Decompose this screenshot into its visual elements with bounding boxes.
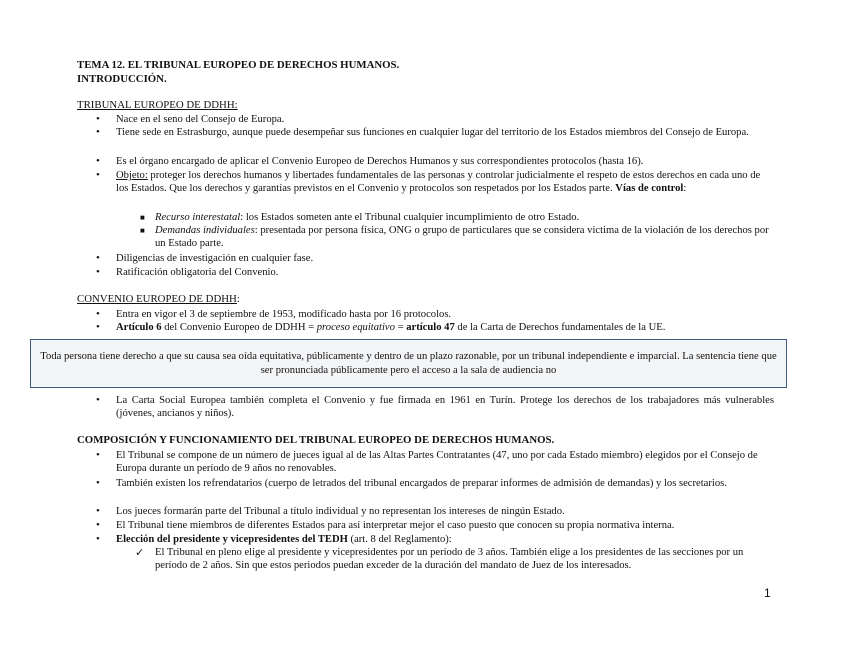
section-heading-composicion: COMPOSICIÓN Y FUNCIONAMIENTO DEL TRIBUNAL EUROPEO DE DERECHOS HUMANOS. xyxy=(77,434,555,446)
bullet-icon: • xyxy=(96,477,100,489)
eleccion-bold: Elección del presidente y vicepresidentes del TEDH xyxy=(116,534,348,545)
bullet-icon: • xyxy=(96,169,100,181)
list-item-eleccion xyxy=(116,533,774,546)
list-item: El Tribunal tiene miembros de diferentes Estados para así interpretar mejor el caso puesto que conocen su propia normativa interna. xyxy=(116,520,675,531)
checkmark-icon: ✓ xyxy=(135,547,145,559)
section-heading-tribunal: TRIBUNAL EUROPEO DE DDHH: xyxy=(77,99,238,111)
convenio-heading-tail: : xyxy=(236,293,240,305)
sub-item-label: Demandas individuales xyxy=(155,225,255,236)
articulo-text-3: de la Carta de Derechos fundamentales de la UE. xyxy=(454,322,666,333)
objeto-text: proteger los derechos humanos y libertades fundamentales de las personas y controlar judicialmente el respeto de estos derechos en cada uno de los Estados. Que los derechos y garantías previstos en el Convenio y protocolos son respetados por los Estados parte. xyxy=(116,170,761,195)
bullet-icon: • xyxy=(96,266,100,278)
objeto-label: Objeto: xyxy=(116,170,148,181)
proceso-equitativo: proceso equitativo xyxy=(316,322,395,333)
bullet-icon: • xyxy=(96,126,100,138)
square-bullet-icon: ■ xyxy=(140,226,145,235)
title-line-2: INTRODUCCIÓN. xyxy=(77,72,167,85)
list-item: También existen los refrendatarios (cuerpo de letrados del tribunal encargados de preparar informes de admisión de demandas) y los secretarios. xyxy=(116,478,727,489)
bullet-icon: • xyxy=(96,113,100,125)
list-item: Ratificación obligatoria del Convenio. xyxy=(116,267,279,278)
quote-text: Toda persona tiene derecho a que su causa sea oída equitativa, públicamente y dentro de un plazo razonable, por un tribunal independiente e imparcial. La sentencia tiene que ser pronunciada públicamente pero el acceso a la sala de audiencia no xyxy=(40,351,777,376)
sub-item-text: : presentada por persona física, ONG o grupo de particulares que se considera victima de la violación de los derechos por un Estado parte. xyxy=(155,225,769,250)
bullet-icon: • xyxy=(96,533,100,545)
document-title xyxy=(77,59,399,86)
objeto-tail: : xyxy=(683,183,687,195)
vias-de-control: Vías de control xyxy=(615,183,684,195)
bullet-icon: • xyxy=(96,394,100,406)
articulo-6: Artículo 6 xyxy=(116,322,162,333)
bullet-icon: • xyxy=(96,321,100,333)
articulo-text-1: del Convenio Europeo de DDHH = xyxy=(161,322,317,333)
check-list-item: El Tribunal en pleno elige al presidente y vicepresidentes por un período de 3 años. También elige a los presidentes de las secciones por un período de 2 años. Sin que estos periodos puedan exceder de la duración del mandato de Juez de los interesados. xyxy=(155,547,744,572)
list-item: Es el órgano encargado de aplicar el Convenio Europeo de Derechos Humanos y sus correspondientes protocolos (hasta 16). xyxy=(116,156,644,167)
sub-item-label: Recurso interestatal xyxy=(155,212,241,223)
bullet-icon: • xyxy=(96,155,100,167)
page-number: 1 xyxy=(764,586,771,600)
list-item: El Tribunal se compone de un número de jueces igual al de las Altas Partes Contratantes (47, uno por cada Estado miembro) elegidos por el Consejo de Europa durante un período de 9 años no renovables. xyxy=(116,450,758,475)
convenio-heading-text: CONVENIO EUROPEO DE DDHH xyxy=(77,293,237,305)
list-item: Los jueces formarán parte del Tribunal a título individual y no representan los intereses de ningún Estado. xyxy=(116,506,565,517)
articulo-47: artículo 47 xyxy=(406,322,455,333)
square-bullet-icon: ■ xyxy=(140,213,145,222)
eleccion-text: (art. 8 del Reglamento): xyxy=(347,534,452,545)
sub-list-item xyxy=(155,211,773,224)
sub-list-item xyxy=(155,224,773,251)
section-heading-convenio xyxy=(77,293,240,306)
list-item: Diligencias de investigación en cualquier fase. xyxy=(116,253,314,264)
bullet-icon: • xyxy=(96,308,100,320)
list-item-objeto xyxy=(116,169,774,196)
sub-item-text: : los Estados someten ante el Tribunal cualquier incumplimiento de otro Estado. xyxy=(240,212,580,223)
list-item-articulo xyxy=(116,321,774,334)
bullet-icon: • xyxy=(96,449,100,461)
title-line-1: TEMA 12. EL TRIBUNAL EUROPEO DE DERECHOS HUMANOS. xyxy=(77,59,400,71)
list-item: Nace en el seno del Consejo de Europa. xyxy=(116,114,285,125)
list-item: Entra en vigor el 3 de septiembre de 1953, modificado hasta por 16 protocolos. xyxy=(116,309,452,320)
bullet-icon: • xyxy=(96,252,100,264)
quote-box xyxy=(30,339,787,388)
bullet-icon: • xyxy=(96,505,100,517)
bullet-icon: • xyxy=(96,519,100,531)
list-item: Tiene sede en Estrasburgo, aunque puede desempeñar sus funciones en cualquier lugar del territorio de los Estados miembros del Consejo de Europa. xyxy=(116,127,749,138)
list-item: La Carta Social Europea también completa el Convenio y fue firmada en 1961 en Turín. Protege los derechos de los trabajadores más vulnerables (jóvenes, ancianos y niños). xyxy=(116,395,774,420)
articulo-text-2: = xyxy=(394,322,407,333)
